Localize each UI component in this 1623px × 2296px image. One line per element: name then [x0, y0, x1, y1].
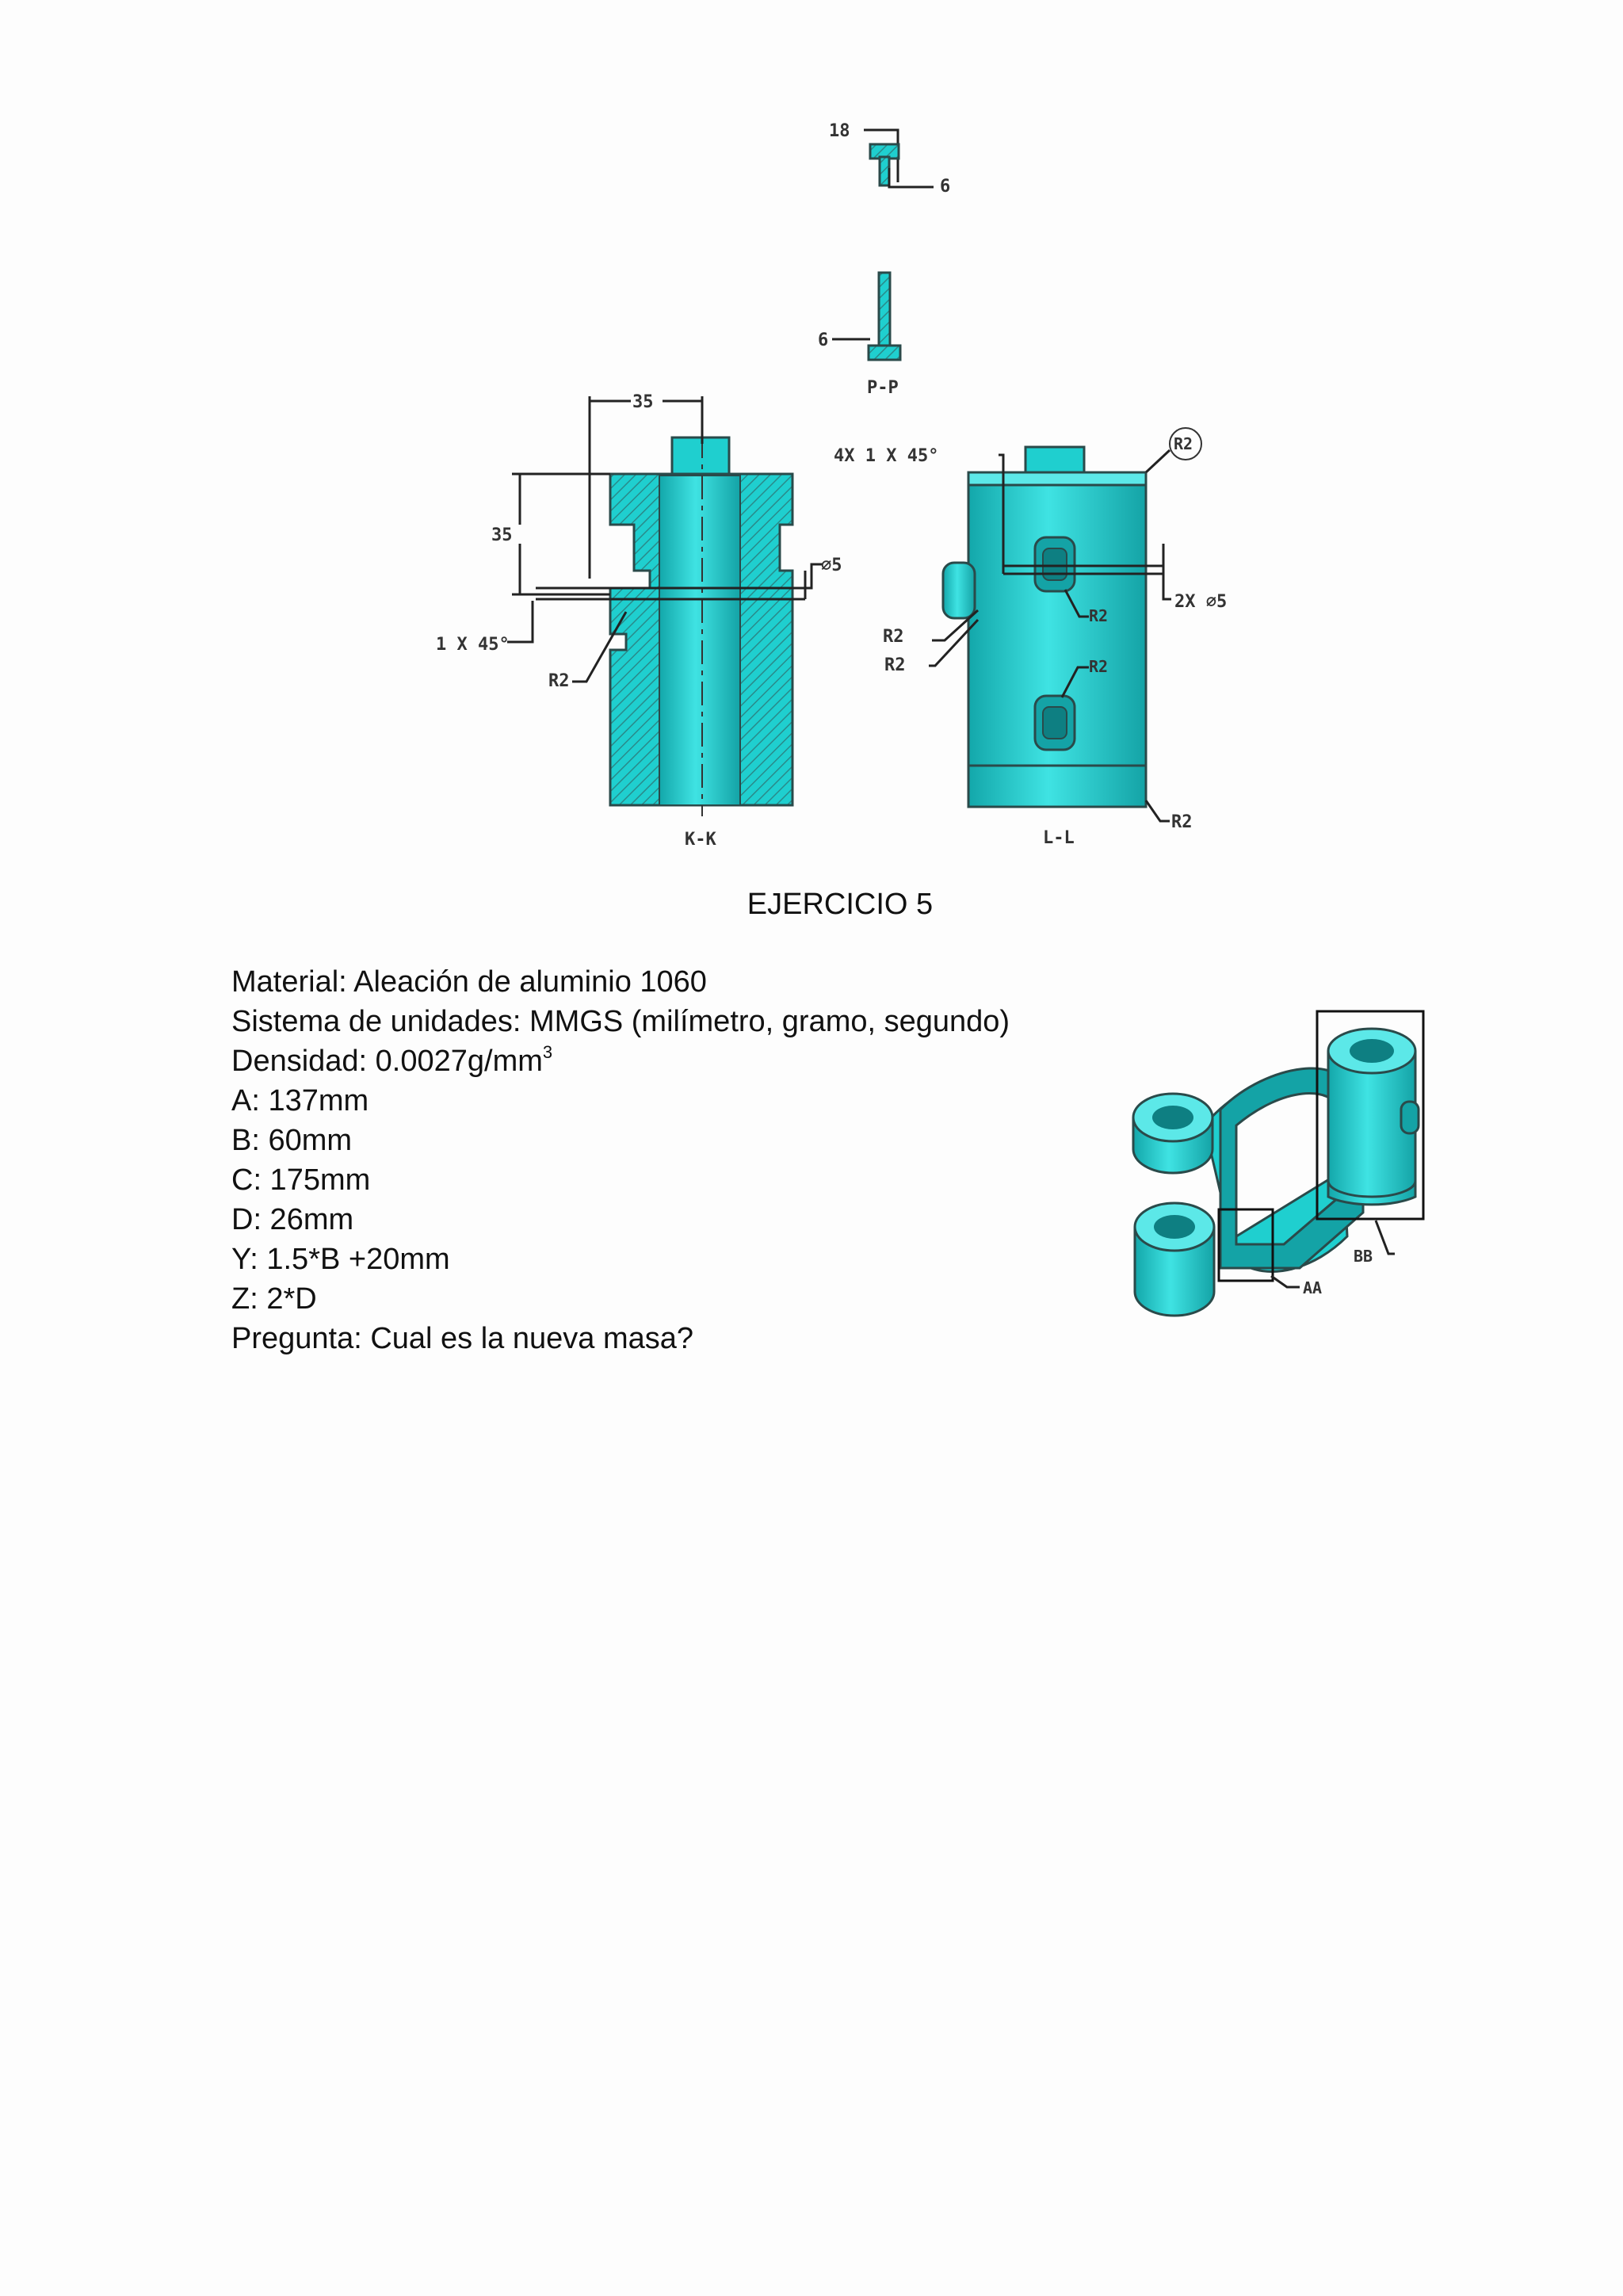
ll-r2-bottom: R2	[1171, 812, 1193, 832]
density-exponent: 3	[542, 1042, 553, 1062]
iso-bb-label: BB	[1354, 1247, 1373, 1266]
kk-dim-35-side: 35	[491, 525, 513, 545]
ll-section-label: L-L	[1043, 828, 1075, 848]
param-y: Y: 1.5*B +20mm	[231, 1243, 450, 1276]
density-text: Densidad: 0.0027g/mm	[231, 1045, 543, 1078]
question-line: Pregunta: Cual es la nueva masa?	[231, 1322, 694, 1355]
param-z: Z: 2*D	[231, 1282, 317, 1316]
ll-r2-low: R2	[1089, 657, 1109, 676]
pp-dim-6-side: 6	[818, 330, 829, 350]
units-line: Sistema de unidades: MMGS (milímetro, gramo, segundo)	[231, 1005, 1010, 1038]
ll-r2-left2: R2	[884, 655, 906, 675]
param-a: A: 137mm	[231, 1084, 369, 1117]
density-line	[231, 1041, 1010, 1081]
kk-dia-5: ∅5	[821, 556, 842, 575]
ll-chamfer: 4X 1 X 45°	[834, 446, 939, 466]
section-kk-view	[436, 392, 842, 850]
kk-dim-35-top: 35	[632, 392, 654, 412]
pp-dim-18: 18	[829, 121, 850, 141]
section-ll-view	[834, 428, 1227, 848]
iso-aa-label: AA	[1303, 1278, 1323, 1297]
kk-section-label: K-K	[685, 830, 716, 850]
material-line: Material: Aleación de aluminio 1060	[231, 965, 707, 999]
param-c: C: 175mm	[231, 1163, 371, 1197]
param-d: D: 26mm	[231, 1203, 354, 1236]
ll-hole: 2X ∅5	[1174, 592, 1228, 612]
ll-r2-left1: R2	[883, 627, 904, 647]
isometric-part-view	[1133, 1011, 1423, 1316]
kk-r2: R2	[548, 671, 570, 691]
ll-r2-top: R2	[1174, 434, 1193, 453]
pp-dim-6-top: 6	[940, 177, 951, 197]
ll-r2-mid: R2	[1089, 606, 1109, 625]
section-pp-detail	[818, 121, 950, 398]
pp-section-label: P-P	[867, 378, 899, 398]
exercise-title: EJERCICIO 5	[747, 888, 934, 921]
specs-block	[231, 962, 1010, 1358]
param-b: B: 60mm	[231, 1124, 353, 1157]
kk-chamfer: 1 X 45°	[436, 635, 510, 655]
